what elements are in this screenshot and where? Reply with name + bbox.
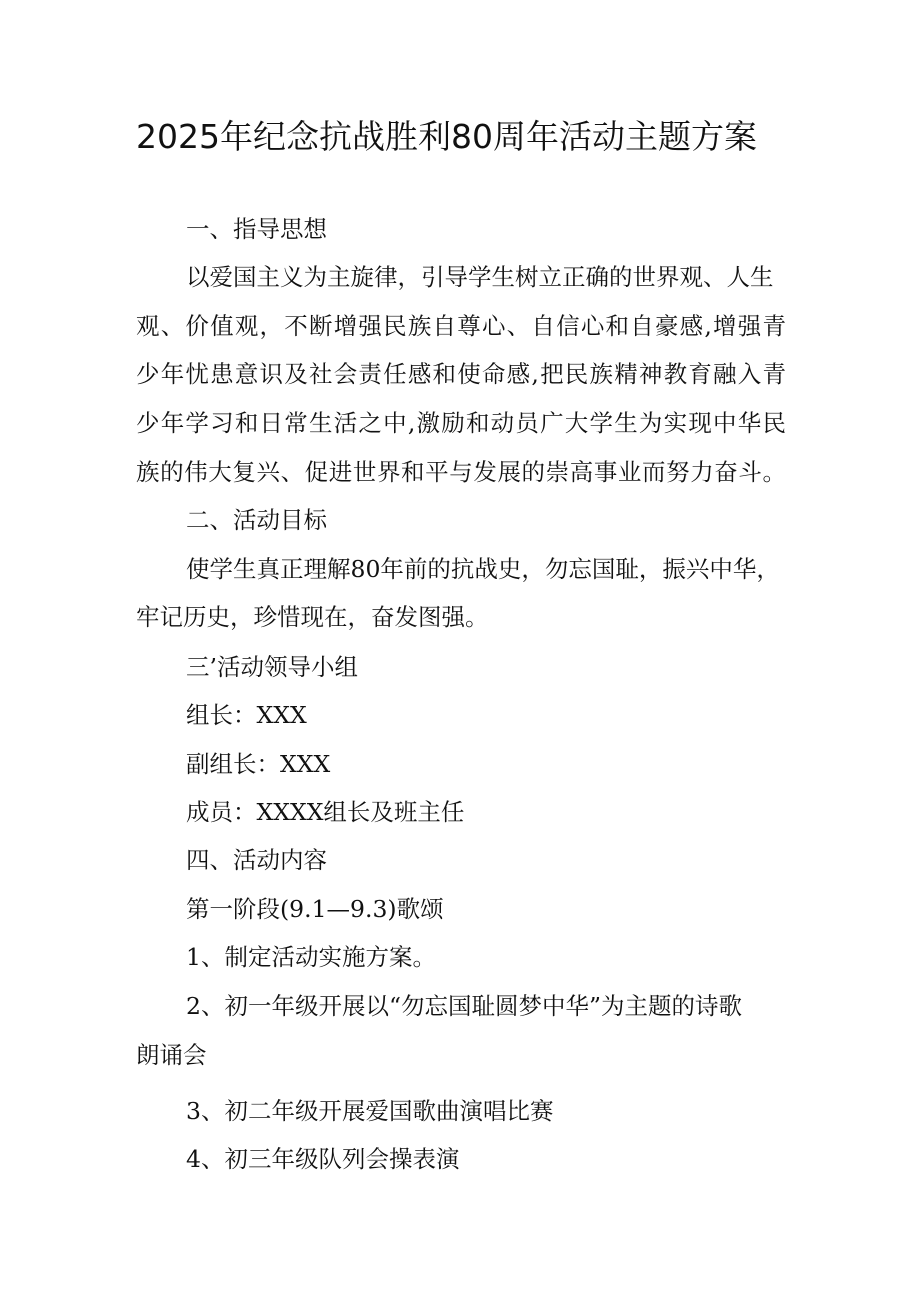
paragraph-line: 族的伟大复兴、促进世界和平与发展的崇高事业而努力奋斗。 [136, 458, 786, 486]
content-item-continuation: 朗诵会 [136, 1041, 207, 1069]
paragraph-line: 少年学习和日常生活之中,激励和动员广大学生为实现中华民 [136, 409, 786, 437]
deputy-leader-line: 副组长：XXX [186, 750, 331, 778]
section-heading-leadership: 三’活动领导小组 [186, 653, 358, 681]
content-item: 4、初三年级队列会操表演 [186, 1145, 460, 1173]
section-heading-content: 四、活动内容 [186, 846, 327, 874]
content-item: 2、初一年级开展以“勿忘国耻圆梦中华”为主题的诗歌 [186, 992, 742, 1020]
paragraph-line: 少年忧患意识及社会责任感和使命感,把民族精神教育融入青 [136, 360, 786, 388]
document-title: 2025年纪念抗战胜利80周年活动主题方案 [136, 117, 757, 156]
paragraph-line: 以爱国主义为主旋律，引导学生树立正确的世界观、人生 [186, 263, 774, 291]
section-heading-goal: 二、活动目标 [186, 506, 327, 534]
paragraph-line: 观、价值观，不断增强民族自尊心、自信心和自豪感,增强青 [136, 312, 786, 340]
section-heading-guiding-thought: 一、指导思想 [186, 215, 327, 243]
paragraph-line: 牢记历史，珍惜现在，奋发图强。 [136, 603, 489, 631]
content-item: 3、初二年级开展爱国歌曲演唱比赛 [186, 1097, 554, 1125]
stage-one-line: 第一阶段(9.1—9.3)歌颂 [186, 895, 444, 923]
members-line: 成员：XXXX组长及班主任 [186, 798, 465, 826]
content-item: 1、制定活动实施方案。 [186, 943, 436, 971]
paragraph-line: 使学生真正理解80年前的抗战史，勿忘国耻，振兴中华， [186, 555, 780, 583]
leader-line: 组长：XXX [186, 701, 307, 729]
